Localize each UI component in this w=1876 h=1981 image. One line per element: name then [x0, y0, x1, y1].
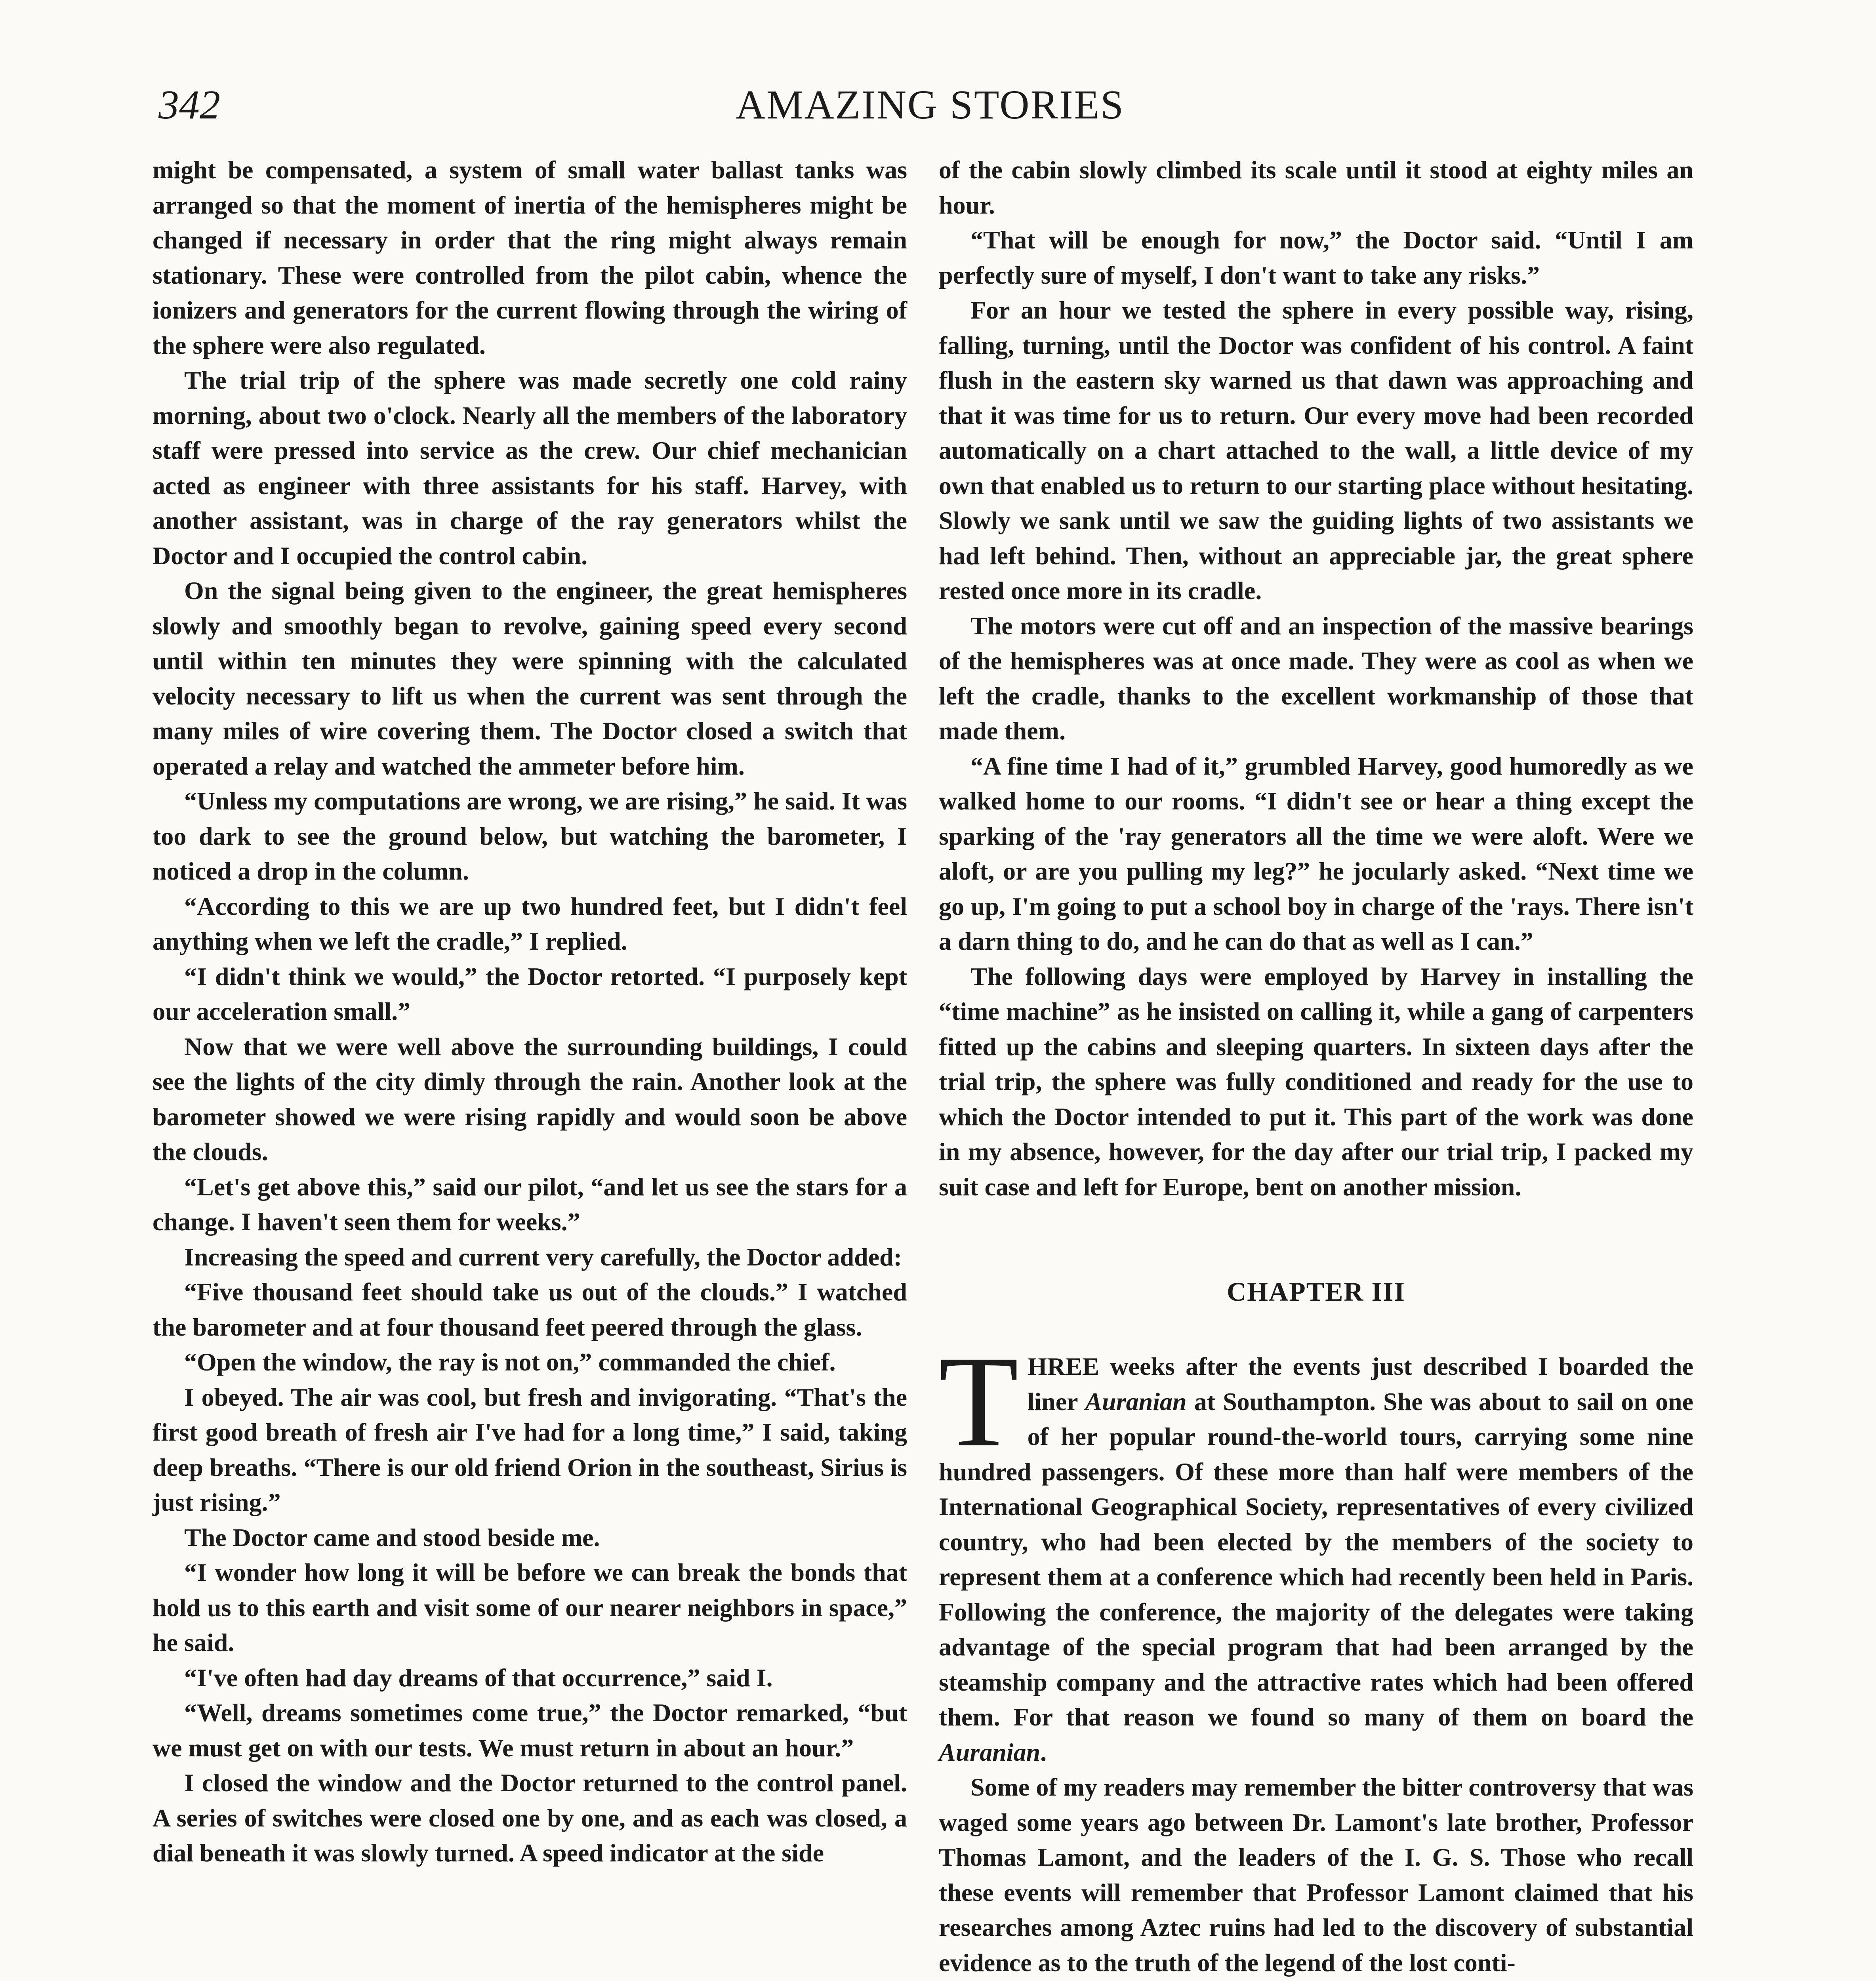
- paragraph: “That will be enough for now,” the Doctor said. “Until I am perfectly sure of myself, I don't want to take any risks.”: [939, 226, 1693, 289]
- paragraph: The trial trip of the sphere was made secretly one cold rainy morning, about two o'clock. Nearly all the members of the laboratory staff were pressed into service as the crew. Our chief mechanician acted as engineer with three assistants for his staff. Harvey, with another assistant, was in charge of the ray generators whilst the Doctor and I occupied the control cabin.: [153, 366, 907, 570]
- paragraph: of the cabin slowly climbed its scale until it stood at eighty miles an hour.: [939, 156, 1693, 219]
- paragraph: I obeyed. The air was cool, but fresh and invigorating. “That's the first good breath of fresh air I've had for a long time,” I said, taking deep breaths. “There is our old friend Orion in the southeast, Sirius is just rising.”: [153, 1383, 907, 1516]
- paragraph: Now that we were well above the surrounding buildings, I could see the lights of the city dimly through the rain. Another look at the barometer showed we were rising rapidly and would soon be above the clouds.: [153, 1032, 907, 1166]
- paragraph: The Doctor came and stood beside me.: [184, 1523, 600, 1552]
- paragraph: I closed the window and the Doctor returned to the control panel. A series of switches were closed one by one, and as each was closed, a dial beneath it was slowly turned. A speed indicator at the side: [153, 1769, 907, 1867]
- ship-name-repeat: Auranian: [939, 1738, 1041, 1766]
- paragraph: “Unless my computations are wrong, we are rising,” he said. It was too dark to see the ground below, but watching the barometer, I noticed a drop in the column.: [153, 787, 907, 885]
- paragraph: “Let's get above this,” said our pilot, “and let us see the stars for a change. I haven't seen them for weeks.”: [153, 1172, 907, 1236]
- paragraph: “A fine time I had of it,” grumbled Harvey, good humoredly as we walked home to our rooms. “I didn't see or hear a thing except the sparking of the 'ray generators all the time we were aloft. Were we aloft, or are you pulling my leg?” he jocularly asked. “Next time we go up, I'm going to put a school boy in charge of the 'rays. There isn't a darn thing to do, and he can do that as well as I can.”: [939, 752, 1693, 955]
- paragraph: The motors were cut off and an inspection of the massive bearings of the hemispheres was at once made. They were as cool as when we left the cradle, thanks to the excellent workmanship of those that made them.: [939, 611, 1693, 745]
- paragraph: might be compensated, a system of small water ballast tanks was arranged so that the moment of inertia of the hemispheres might be changed if necessary in order that the ring might always remain stationary. These were controlled from the pilot cabin, whence the ionizers and generators for the current flowing through the wiring of the sphere were also regulated.: [153, 156, 907, 359]
- paragraph: “Five thousand feet should take us out of the clouds.” I watched the barometer and at four thousand feet peered through the glass.: [153, 1278, 907, 1341]
- drop-cap: T: [939, 1329, 1019, 1474]
- paragraph: “According to this we are up two hundred feet, but I didn't feel anything when we left the cradle,” I replied.: [153, 892, 907, 955]
- page-header: [158, 75, 1702, 135]
- paragraph: For an hour we tested the sphere in every possible way, rising, falling, turning, until the Doctor was confident of his control. A faint flush in the eastern sky warned us that dawn was approaching and that it was time for us to return. Our every move had been recorded automatically on a chart attached to the wall, a little device of my own that enabled us to return to our starting place without hesitating. Slowly we sank until we saw the guiding lights of two assistants we had left behind. Then, without an appreciable jar, the great sphere rested once more in its cradle.: [939, 296, 1693, 605]
- paragraph: “Open the window, the ray is not on,” commanded the chief.: [184, 1348, 836, 1376]
- chapter-opening-paragraph: [939, 1329, 1694, 1770]
- paragraph: Increasing the speed and current very carefully, the Doctor added:: [184, 1242, 902, 1271]
- paragraph: “I've often had day dreams of that occurrence,” said I.: [184, 1663, 773, 1692]
- left-column: [153, 153, 907, 1871]
- paragraph: “Well, dreams sometimes come true,” the Doctor remarked, “but we must get on with our tests. We must return in about an hour.”: [153, 1699, 907, 1762]
- paragraph: “I wonder how long it will be before we can break the bonds that hold us to this earth and visit some of our nearer neighbors in space,” he said.: [153, 1558, 907, 1657]
- paragraph: On the signal being given to the engineer, the great hemispheres slowly and smoothly began to revolve, gaining speed every second until within ten minutes they were spinning with the calculated velocity necessary to lift us when the current was sent through the many miles of wire covering them. The Doctor closed a switch that operated a relay and watched the ammeter before him.: [153, 576, 907, 780]
- opening-text-lead: HREE weeks after the events just described I boarded the liner: [1027, 1352, 1693, 1416]
- opening-text-end: .: [1040, 1738, 1047, 1766]
- magazine-title: AMAZING STORIES: [735, 82, 1125, 128]
- right-column-text: [939, 153, 1693, 1204]
- chapter-heading: CHAPTER III: [1227, 1277, 1405, 1307]
- paragraph: The following days were employed by Harvey in installing the “time machine” as he insisted on calling it, while a gang of carpenters fitted up the cabins and sleeping quarters. In sixteen days after the trial trip, the sphere was fully conditioned and ready for the use to which the Doctor intended to put it. This part of the work was done in my absence, however, for the day after our trial trip, I packed my suit case and left for Europe, bent on another mission.: [939, 962, 1693, 1201]
- right-column: [939, 153, 1693, 1980]
- paragraph-closing: Some of my readers may remember the bitter controversy that was waged some years ago between Dr. Lamont's late brother, Professor Thomas Lamont, and the leaders of the I. G. S. Those who recall these events will remember that Professor Lamont claimed that his researches among Aztec ruins had led to the discovery of substantial evidence as to the truth of the legend of the lost conti-: [939, 1773, 1693, 1977]
- paragraph: “I didn't think we would,” the Doctor retorted. “I purposely kept our acceleration small.”: [153, 962, 907, 1025]
- page-number: 342: [158, 82, 220, 128]
- ship-name: Auranian: [1085, 1387, 1187, 1416]
- opening-text-mid: at Southampton. She was about to sail on one of her popular round-the-world tours, carrying some nine hundred passengers. Of these more than half were members of the International Geographical Society, representatives of every civilized country, who had been elected by the members of the society to represent them at a conference which had recently been held in Paris. Following the conference, the majority of the delegates were taking advantage of the special program that had been arranged by the steamship company and the attractive rates which had been offered them. For that reason we found so many of them on board the: [939, 1387, 1694, 1731]
